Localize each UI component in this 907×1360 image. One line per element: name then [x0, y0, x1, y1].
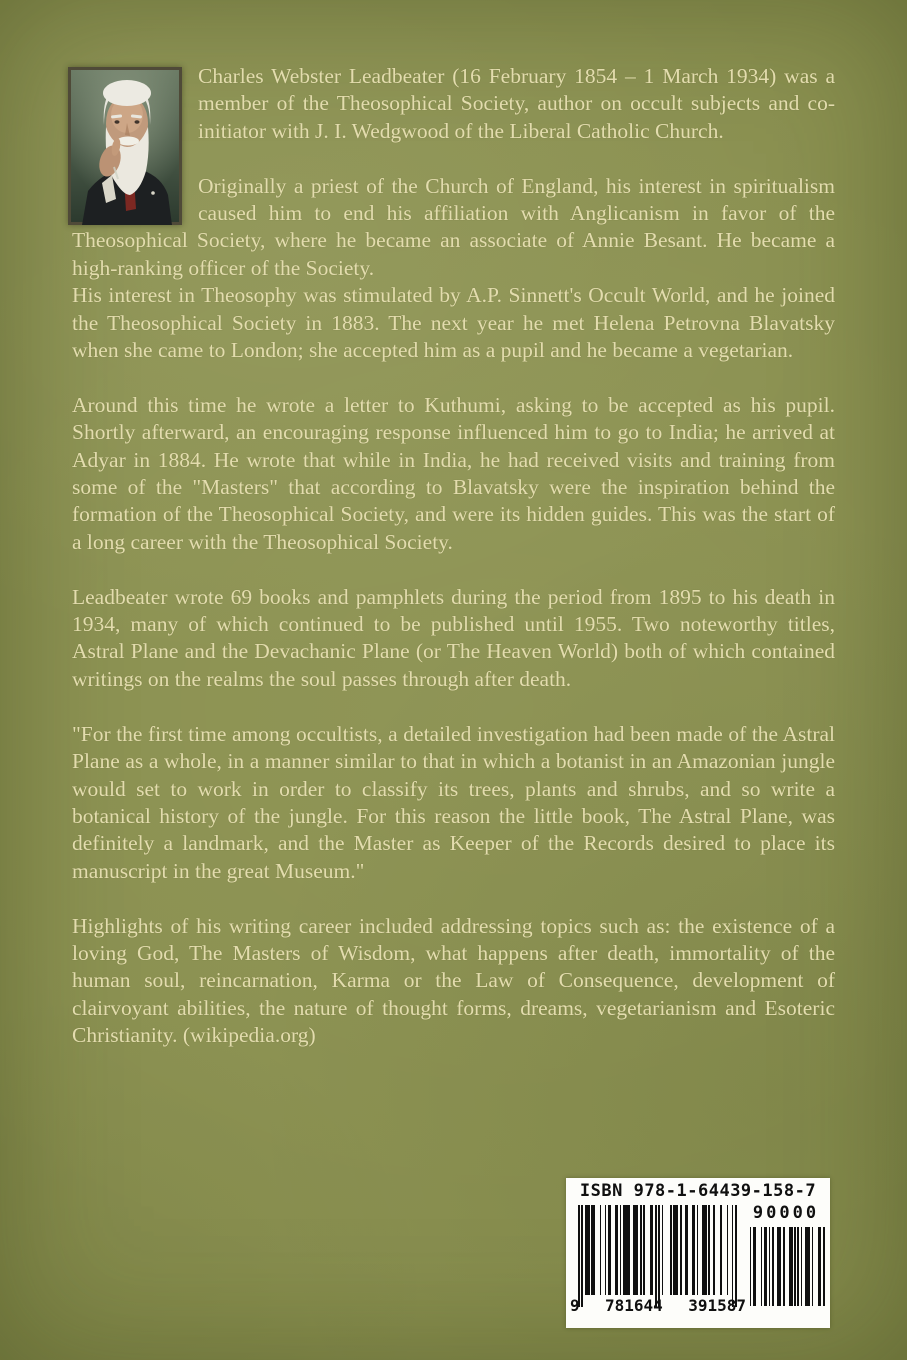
barcode-price-code: 90000: [752, 1203, 820, 1223]
barcode-digit-group-2: 781644: [605, 1296, 663, 1315]
bio-paragraph-6: "For the first time among occultists, a detailed investigation had been made of the Astral Plane as a whole, in a manner similar to that in which a botanist in an Amazonian jungle would set to work in order to classify its trees, plants and shrubs, and so write a botanical history of the jungle. For this reason the little book, The Astral Plane, was definitely a landmark, and the Master as Keeper of the Records desired to place its manuscript in the great Museum.": [72, 721, 835, 883]
barcode-digit-group-1: 9: [570, 1296, 580, 1315]
about-author-text: [72, 63, 835, 1050]
bio-paragraph-4: Around this time he wrote a letter to Kuthumi, asking to be accepted as his pupil. Shortly afterward, an encouraging response influenced him to go to India; he arrived at Adyar in 1884. He wrote that while in India, he had received visits and training from some of the "Masters" that according to Blavatsky were the inspiration behind the formation of the Theosophical Society, and were its hidden guides. This was the start of a long career with the Theosophical Society.: [72, 392, 835, 554]
bio-paragraph-5: Leadbeater wrote 69 books and pamphlets during the period from 1895 to his death in 1934, many of which continued to be published until 1955. Two noteworthy titles, Astral Plane and the Devachanic Plane (or The Heaven World) both of which contained writings on the realms the soul passes through after death.: [72, 584, 835, 691]
isbn-number: ISBN 978-1-64439-158-7: [579, 1181, 817, 1201]
barcode-digit-group-3: 391587: [688, 1296, 746, 1315]
ean13-barcode: [578, 1205, 737, 1307]
bio-paragraph-2: Originally a priest of the Church of England, his interest in spiritualism caused him to end his affiliation with Anglicanism in favor of the Theosophical Society, where he became an associate of Annie Besant. He became a high-ranking officer of the Society.: [72, 173, 835, 280]
bio-paragraph-7: Highlights of his writing career included addressing topics such as: the existence of a loving God, The Masters of Wisdom, what happens after death, immortality of the human soul, reincarnation, Karma or the Law of Consequence, development of clairvoyant abilities, the nature of thought forms, dreams, vegetarianism and Esoteric Christianity. (wikipedia.org): [72, 913, 835, 1048]
ean5-supplement-barcode: [748, 1227, 825, 1306]
isbn-barcode-box: [566, 1178, 830, 1328]
bio-paragraph-3: His interest in Theosophy was stimulated by A.P. Sinnett's Occult World, and he joined the Theosophical Society in 1883. The next year he met Helena Petrovna Blavatsky when she came to London; she accepted him as a pupil and he became a vegetarian.: [72, 283, 835, 363]
barcode-human-readable: [570, 1297, 746, 1315]
bio-paragraph-1: Charles Webster Leadbeater (16 February 1854 – 1 March 1934) was a member of the Theosophical Society, author on occult subjects and co-initiator with J. I. Wedgwood of the Liberal Catholic Church.: [198, 64, 835, 143]
author-portrait: [68, 67, 182, 225]
